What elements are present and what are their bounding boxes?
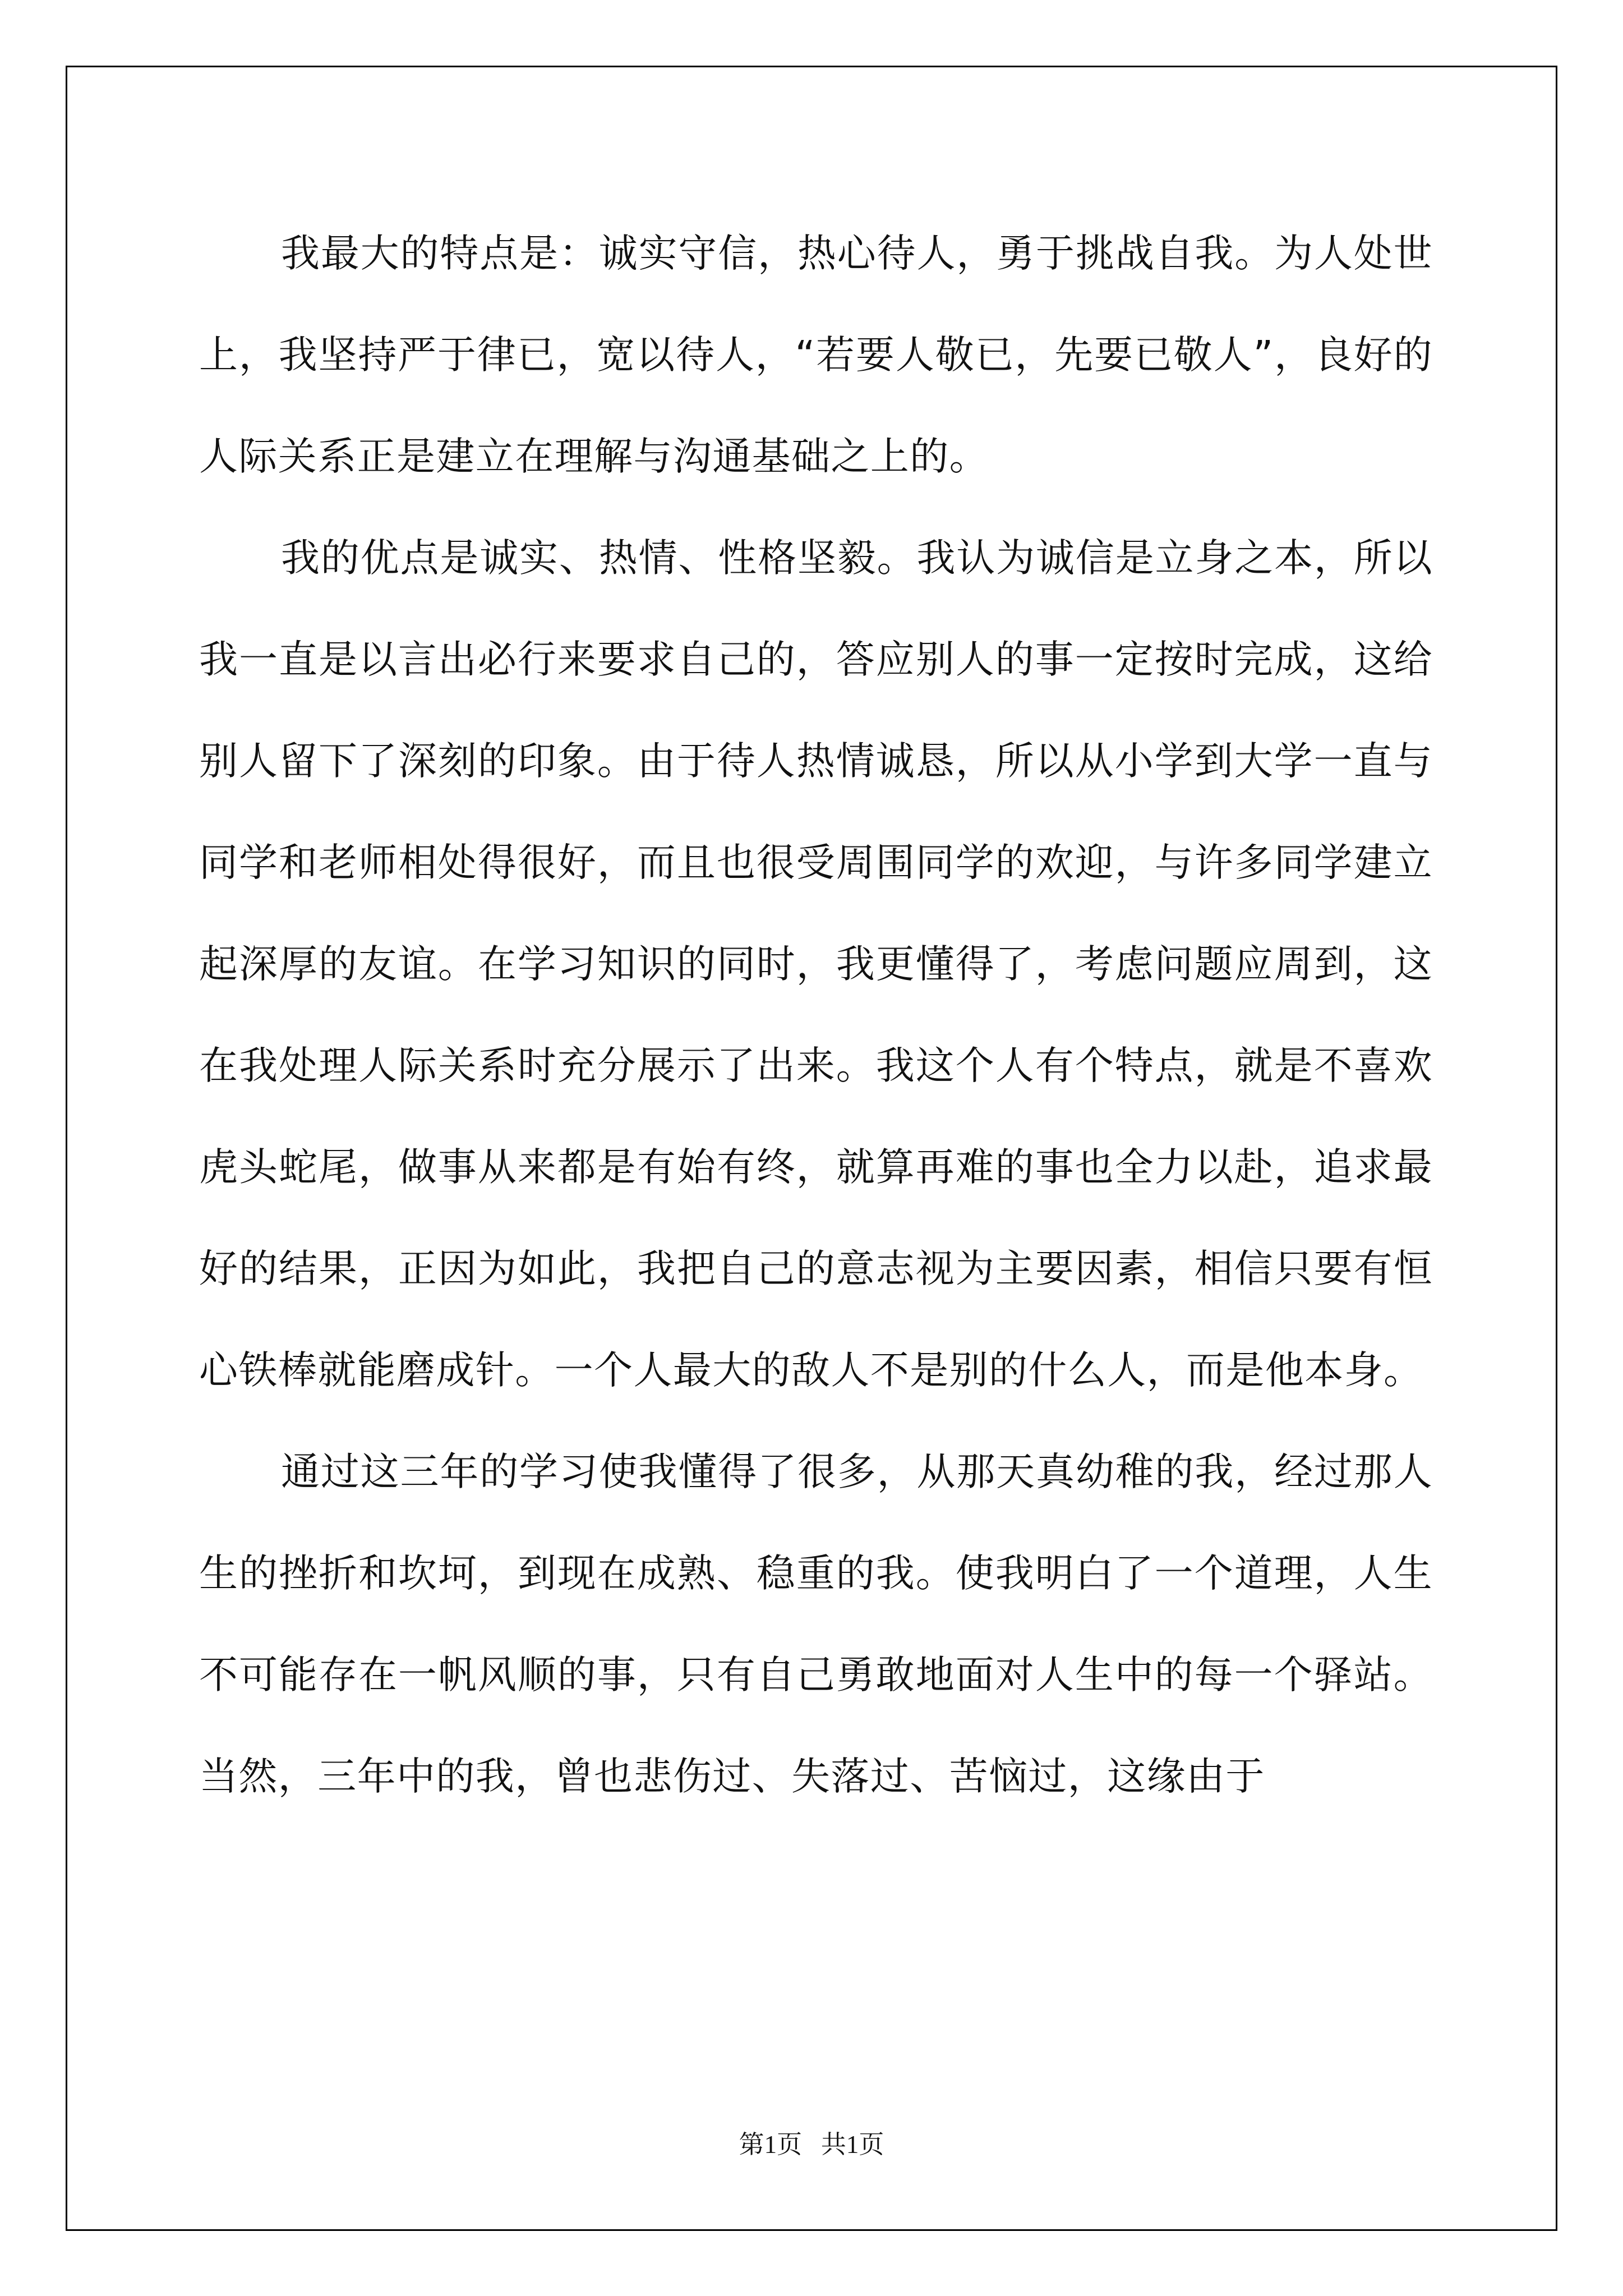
paragraph-3: 通过这三年的学习使我懂得了很多，从那天真幼稚的我，经过那人生的挫折和坎坷，到现在成熟、稳重的我。使我明白了一个道理，人生不可能存在一帆风顺的事，只有自己勇敢地面对人生中的每一个驿站。当然，三年中的我，曾也悲伤过、失落过、苦恼过，这缘由于 <box>199 1450 1433 1799</box>
paragraph-2: 我的优点是诚实、热情、性格坚毅。我认为诚信是立身之本，所以我一直是以言出必行来要求自己的，答应别人的事一定按时完成，这给别人留下了深刻的印象。由于待人热情诚恳，所以从小学到大学一直与同学和老师相处得很好，而且也很受周围同学的欢迎，与许多同学建立起深厚的友谊。在学习知识的同时，我更懂得了，考虑问题应周到，这在我处理人际关系时充分展示了出来。我这个人有个特点，就是不喜欢虎头蛇尾，做事从来都是有始有终，就算再难的事也全力以赴，追求最好的结果，正因为如此，我把自己的意志视为主要因素，相信只要有恒心铁棒就能磨成针。一个人最大的敌人不是别的什么人，而是他本身。 <box>199 536 1433 1393</box>
paragraph-1: 我最大的特点是：诚实守信，热心待人，勇于挑战自我。为人处世上，我坚持严于律已，宽以待人，“若要人敬已，先要已敬人”，良好的人际关系正是建立在理解与沟通基础之上的。 <box>199 231 1433 479</box>
document-body <box>199 203 1433 1828</box>
page-footer: 第1页 共1页 <box>739 2131 884 2159</box>
